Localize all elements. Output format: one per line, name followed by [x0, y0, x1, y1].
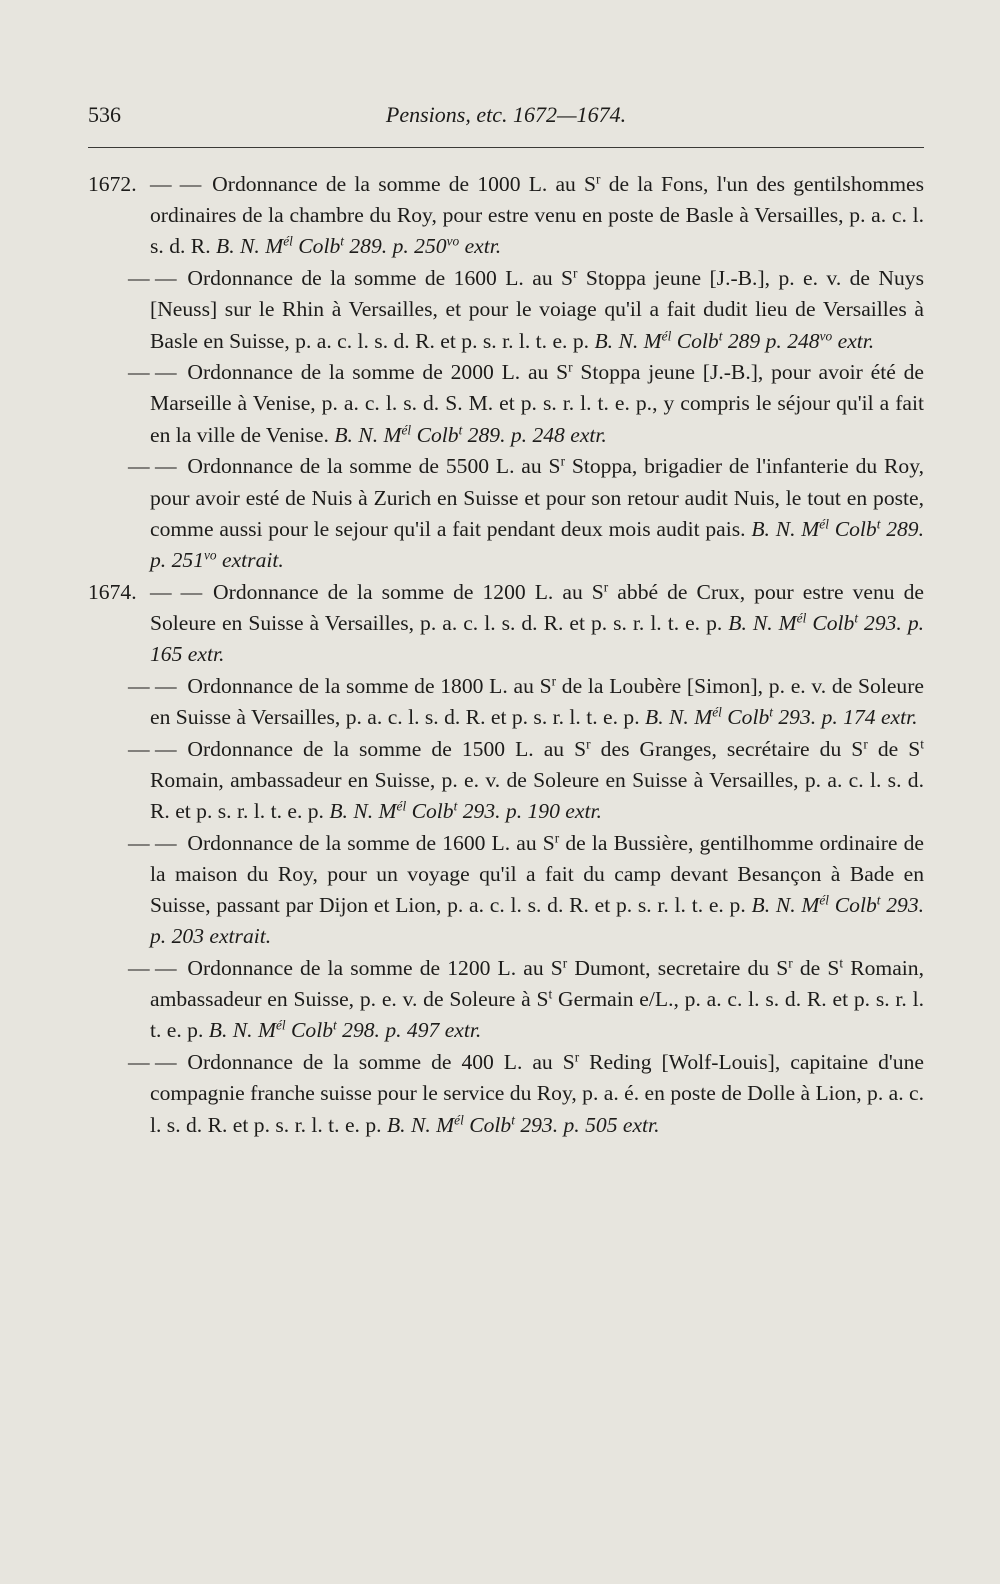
entry-dashes: — — — [128, 1050, 177, 1075]
entry — [88, 577, 924, 671]
entry-reference — [334, 423, 607, 447]
entry-dashes: — — — [128, 956, 177, 981]
entries-body — [88, 169, 924, 1141]
entry-reference-text: B. N. $M^{él}$ Colb$^t$ 289. p. 248 extr. — [334, 422, 607, 447]
entry — [88, 357, 924, 451]
entry-year: 1674. — [88, 579, 137, 604]
header-rule — [88, 147, 924, 148]
entry-text: Ordonnance de la somme de 5500 L. au $S^r$ Stoppa, brigadier de l'infanterie du Roy, pour avoir esté de Nuis à Zurich en Suisse et pour son retour audit Nuis, le tout en poste, comme aussi pour le sejour qu'il a fait pendant deux mois audit pais. — [150, 453, 924, 541]
entry — [88, 451, 924, 576]
entry — [88, 1047, 924, 1141]
entry-reference-text: B. N. $M^{él}$ Colb$^t$ 289. p. $250^{vo}$ extr. — [216, 234, 502, 259]
entry-text: Ordonnance de la somme de 1200 L. au $S^r$ Dumont, secretaire du $S^r$ de $S^t$ Romain, ambassadeur en Suisse, p. e. v. de Soleure à $S^t$ Germain e/L., p. a. c. l. s. d. R. et p. s. r. l. t. e. p. — [150, 955, 924, 1043]
entry-reference — [216, 234, 501, 258]
entry-dashes: — — — [128, 673, 177, 698]
entry-reference-text: B. N. $M^{él}$ Colb$^t$ 293. p. 165 extr. — [150, 610, 925, 667]
entry-dashes: — — — [128, 736, 177, 761]
entry-reference — [329, 799, 602, 823]
entry-reference-text: B. N. $M^{él}$ Colb$^t$ 293. p. 203 extrait. — [150, 892, 925, 949]
entry-reference-text: B. N. $M^{él}$ Colb$^t$ 289 p. $248^{vo}$ extr. — [594, 328, 875, 353]
entry-text: Ordonnance de la somme de 400 L. au $S^r$ Reding [Wolf-Louis], capitaine d'une compagnie franche suisse pour le service du Roy, p. a. é. en poste de Dolle à Lion, p. a. c. l. s. d. R. et p. s. r. l. t. e. p. — [150, 1049, 924, 1137]
entry-dashes: — — — [150, 172, 202, 196]
entry — [88, 671, 924, 733]
entry — [88, 828, 924, 953]
entry-reference — [645, 705, 918, 729]
entry — [88, 734, 924, 828]
entry-year: 1672. — [88, 172, 137, 196]
entry-dashes: — — — [128, 454, 177, 479]
entry-reference — [209, 1018, 482, 1042]
entry-reference — [594, 329, 874, 353]
entry-text: Ordonnance de la somme de 1200 L. au $S^r$ abbé de Crux, pour estre venu de Soleure en Suisse à Versailles, p. a. c. l. s. d. R. et p. s. r. l. t. e. p. — [150, 579, 924, 635]
entry — [88, 263, 924, 357]
entry-reference-text: B. N. $M^{él}$ Colb$^t$ 293. p. 190 extr. — [329, 798, 602, 824]
entry-text: Ordonnance de la somme de 1800 L. au $S^r$ de la Loubère [Simon], p. e. v. de Soleure en Suisse à Versailles, p. a. c. l. s. d. R. et p. s. r. l. t. e. p. — [150, 673, 924, 729]
entry-text: Ordonnance de la somme de 1600 L. au $S^r$ de la Bussière, gentilhomme ordinaire de la maison du Roy, pour un voyage qu'il a fait du camp devant Besançon à Bade en Suisse, passant par Dijon et Lion, p. a. c. l. s. d. R. et p. s. r. l. t. e. p. — [150, 830, 924, 918]
entry — [88, 169, 924, 263]
entry-reference-text: B. N. $M^{él}$ Colb$^t$ 289. p. $251^{vo}$ extrait. — [150, 516, 925, 572]
entry-reference — [387, 1113, 660, 1137]
entry-text: Ordonnance de la somme de 2000 L. au $S^r$ Stoppa jeune [J.-B.], pour avoir été de Marseille à Venise, p. a. c. l. s. d. S. M. et p. s. r. l. t. e. p., y compris le séjour qu'il a fait en la ville de Venise. — [150, 359, 924, 447]
entry-reference-text: B. N. $M^{él}$ Colb$^t$ 293. p. 505 extr. — [386, 1112, 660, 1137]
entry-text: Ordonnance de la somme de 1500 L. au $S^r$ des Granges, secrétaire du $S^r$ de $S^t$ Romain, ambassadeur en Suisse, p. e. v. de Soleure en Suisse à Versailles, p. a. c. l. s. d. R. et p. s. r. l. t. e. p. — [150, 736, 924, 824]
entry-reference-text: B. N. $M^{él}$ Colb$^t$ 293. p. 174 extr. — [645, 704, 918, 729]
page-number: 536 — [88, 102, 121, 127]
entry — [88, 953, 924, 1047]
page-header — [88, 102, 924, 136]
entry-reference-text: B. N. $M^{él}$ Colb$^t$ 298. p. 497 extr. — [208, 1018, 482, 1043]
entry-dashes: — — — [128, 360, 177, 385]
entry-text: Ordonnance de la somme de 1600 L. au $S^r$ Stoppa jeune [J.-B.], p. e. v. de Nuys [Neuss] sur le Rhin à Versailles, et pour le voiage qu'il a fait dudit lieu de Versailles à Basle en Suisse, p. a. c. l. s. d. R. et p. s. r. l. t. e. p. — [150, 265, 925, 353]
entry-dashes: — — — [128, 266, 177, 291]
running-title: Pensions, etc. 1672—1674. — [385, 102, 627, 127]
entry-dashes: — — — [128, 830, 177, 855]
entry-dashes: — — — [150, 579, 203, 604]
entry-text: Ordonnance de la somme de 1000 L. au $S^r$ de la Fons, l'un des gentilshommes ordinaires de la chambre du Roy, pour estre venu en poste de Basle à Versailles, p. a. c. l. s. d. R. — [150, 171, 924, 259]
